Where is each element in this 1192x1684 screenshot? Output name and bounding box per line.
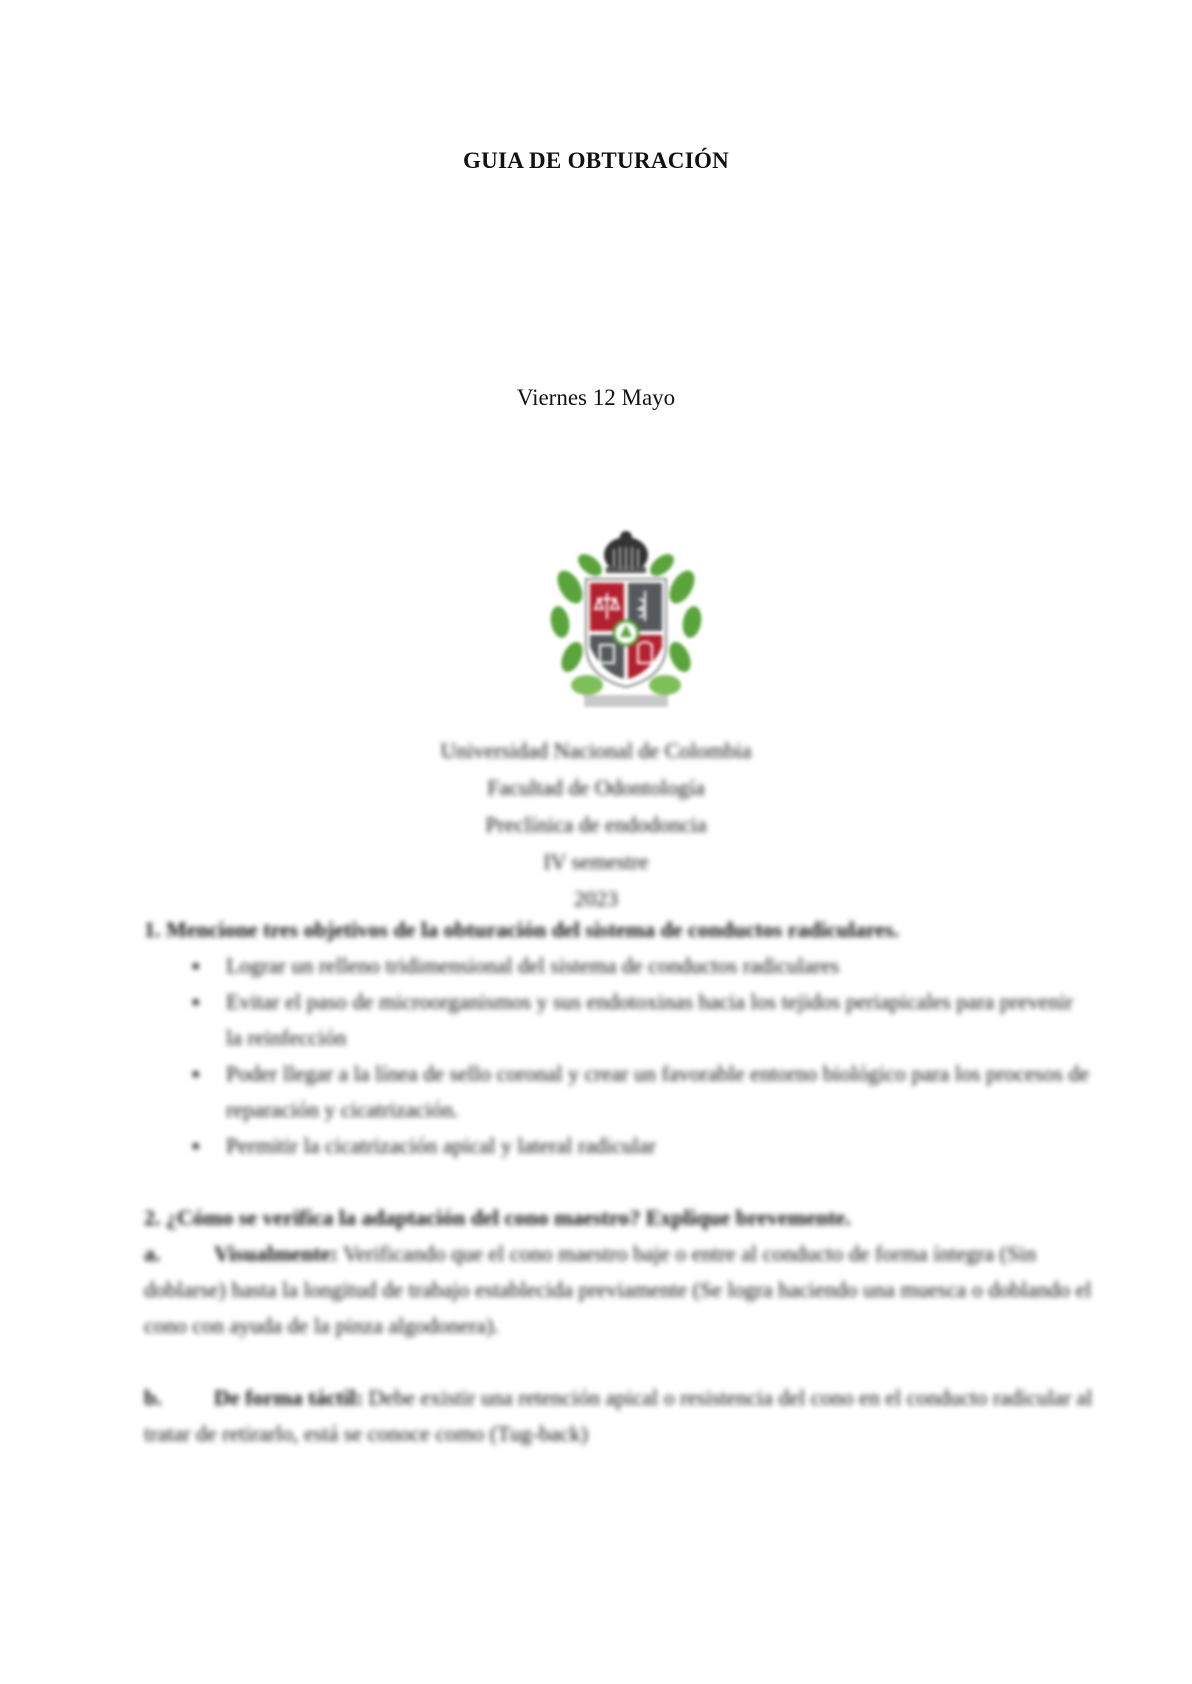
item-label: De forma táctil: [214,1385,364,1410]
item-text: Verificando que el cono maestro baje o entre al conducto de forma íntegra (Sin doblarse) hasta la longitud de trabajo establecida previamente (Se logra haciendo una muesca o doblando el cono con ayuda de la pinza algodonera). [144,1241,1092,1338]
course-name: Preclínica de endodoncia [485,812,707,837]
item-marker: a. [144,1241,161,1266]
objectives-list [144,948,1094,1164]
document-body [144,912,1094,1452]
answer-item-b [144,1380,1094,1452]
bullet-icon: ▪ [192,1133,200,1158]
institution-block [0,732,1192,917]
document-date: Viernes 12 Mayo [516,385,676,410]
faculty-name: Facultad de Odontología [487,775,705,800]
item-text: Debe existir una retención apical o resistencia del cono en el conducto radicular al tratar de retirarlo, está se conoce como (Tug-back) [144,1385,1093,1446]
semester: IV semestre [543,849,649,874]
list-item-text: Permitir la cicatrización apical y lateral radicular [226,1133,656,1158]
list-item [192,1056,1094,1128]
item-label: Visualmente: [214,1241,338,1266]
year: 2023 [574,886,618,911]
list-item-text: Evitar el paso de microorganismos y sus endotoxinas hacia los tejidos periapicales para prevenir la reinfección [226,989,1073,1050]
list-item-text: Lograr un relleno tridimensional del sistema de conductos radiculares [226,953,840,978]
list-item [192,1128,1094,1164]
item-marker: b. [144,1385,162,1410]
answer-item-a [144,1236,1094,1344]
university-crest-icon [550,527,702,717]
bullet-icon: ▪ [192,1061,200,1086]
question-1-heading: 1. Mencione tres objetivos de la obturación del sistema de conductos radiculares. [144,917,900,942]
list-item-text: Poder llegar a la línea de sello coronal y crear un favorable entorno biológico para los procesos de reparación y cicatrización. [226,1061,1090,1122]
list-item [192,984,1094,1056]
bullet-icon: ▪ [192,989,200,1014]
bullet-icon: ▪ [192,953,200,978]
document-title: GUIA DE OBTURACIÓN [462,148,730,173]
question-2-heading: 2. ¿Cómo se verifica la adaptación del cono maestro? Explique brevemente. [144,1205,851,1230]
list-item [192,948,1094,984]
institution-name: Universidad Nacional de Colombia [440,738,752,763]
